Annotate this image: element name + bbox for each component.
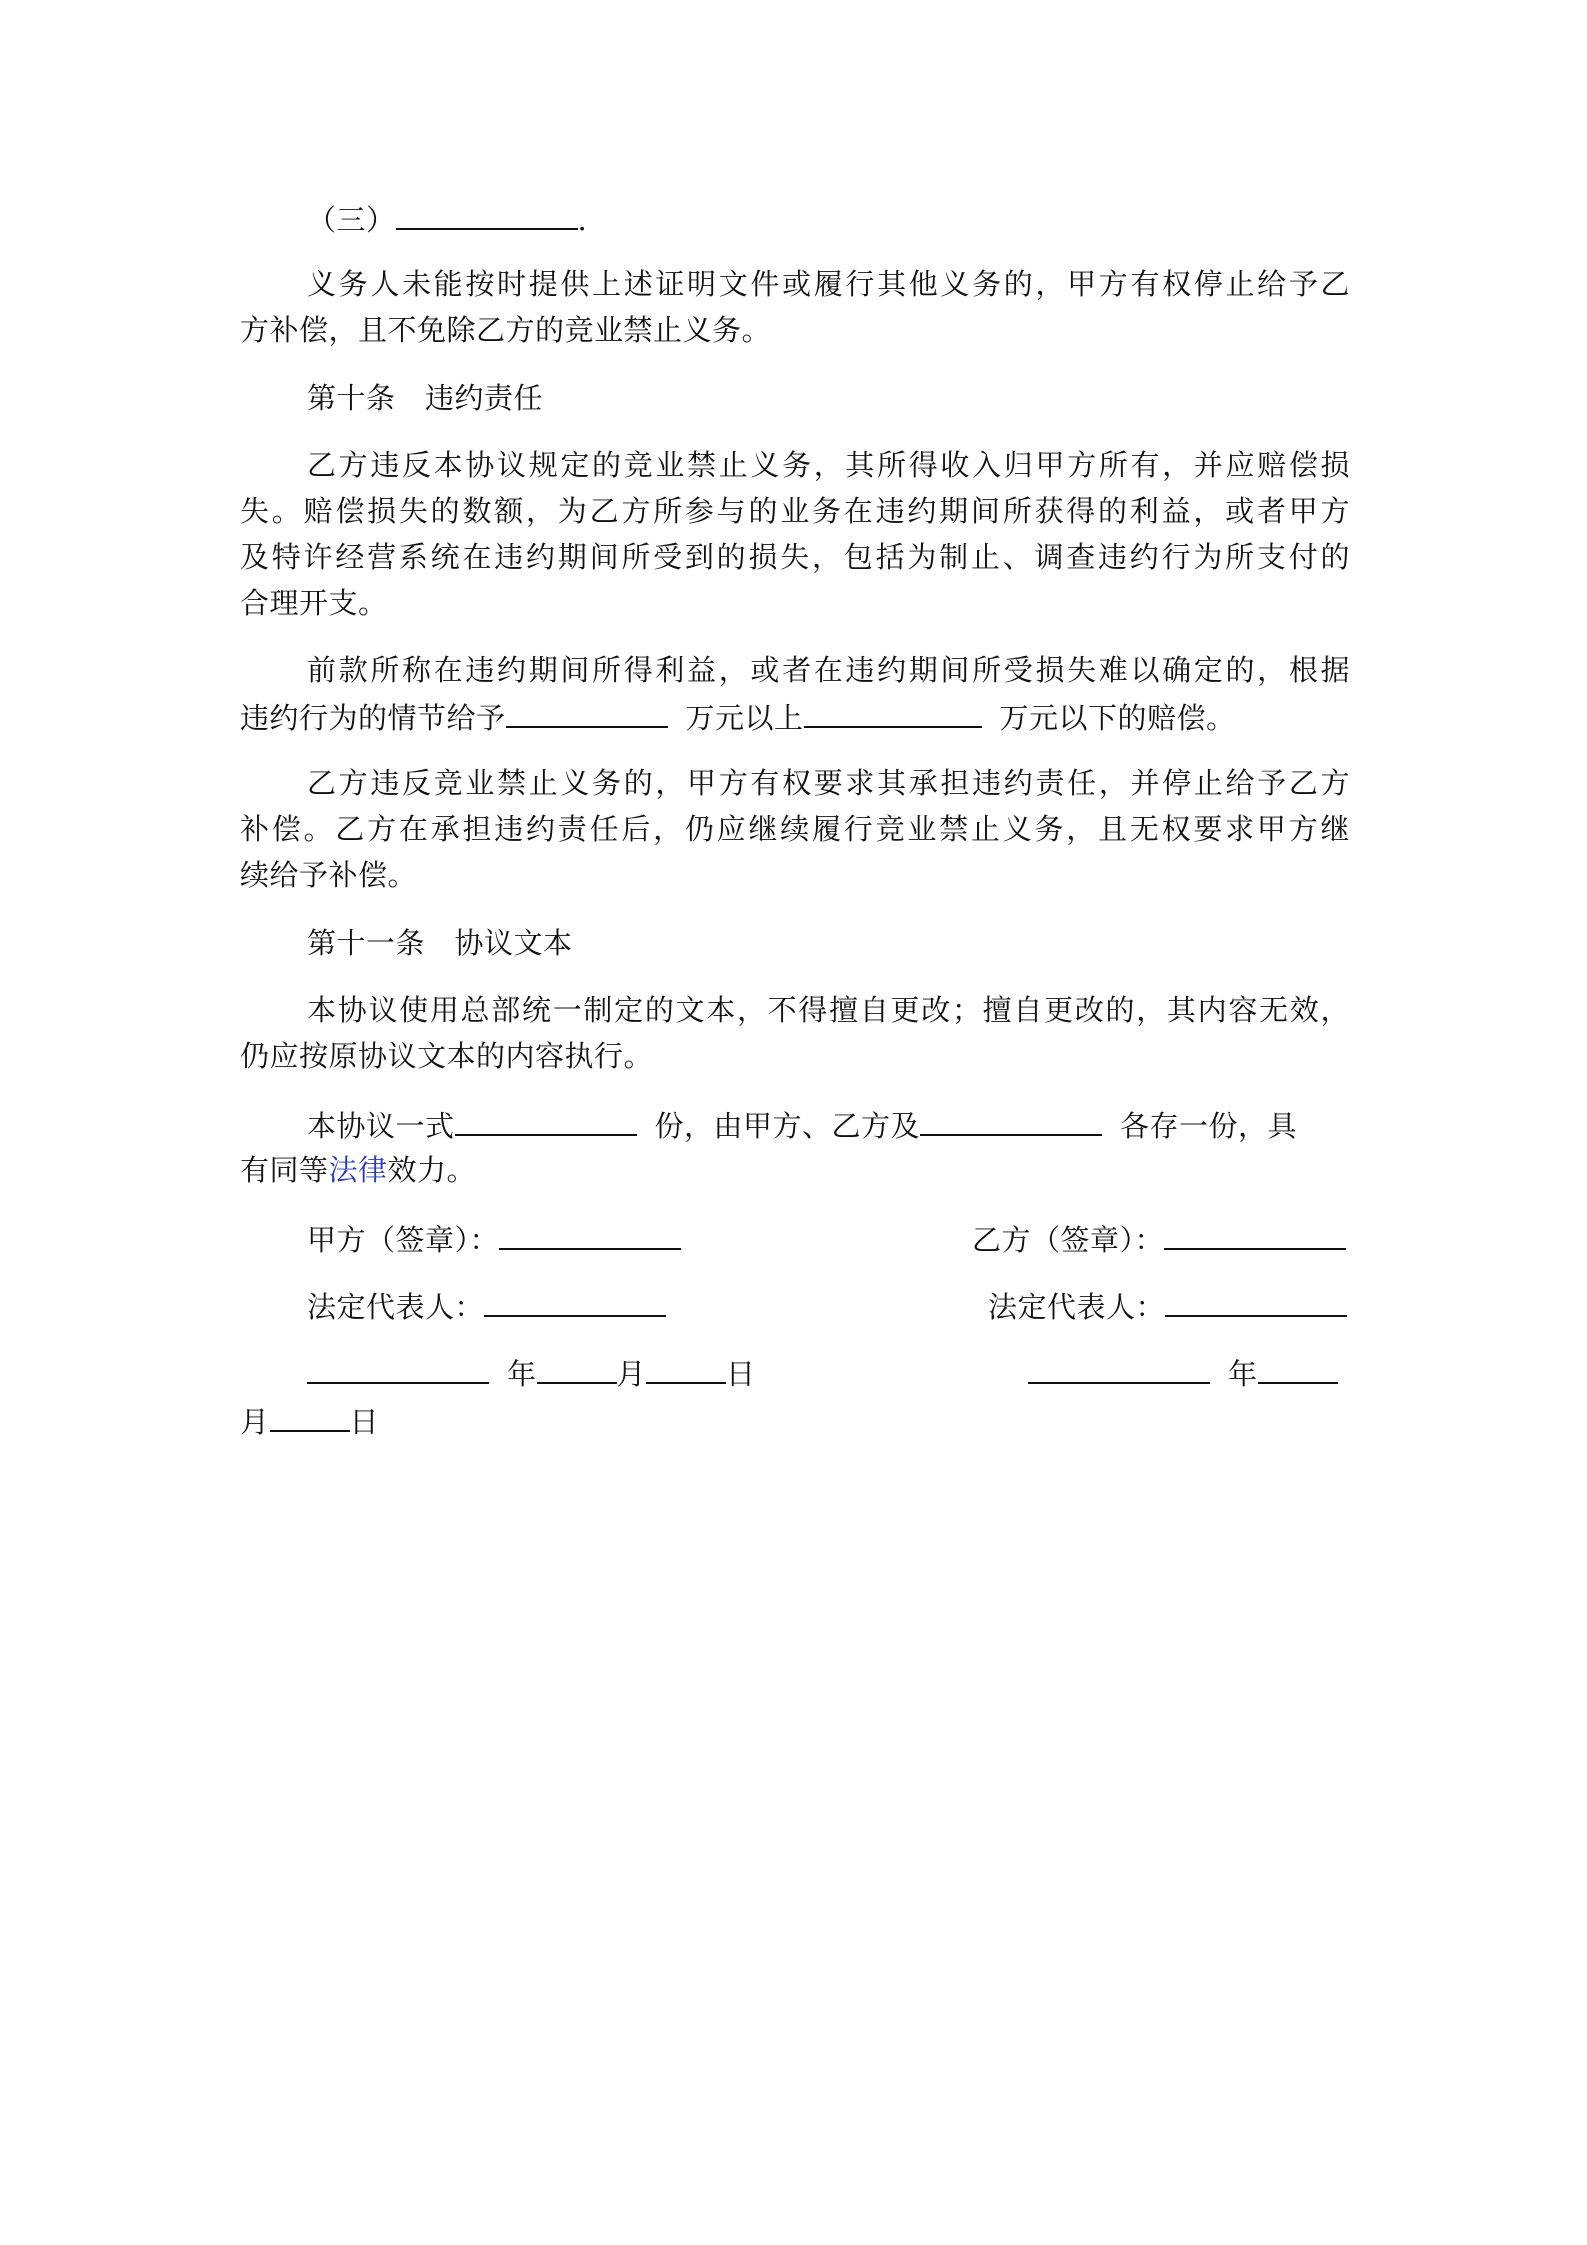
party-a-signature xyxy=(307,1218,807,1260)
date-a-day-label: 日 xyxy=(726,1357,756,1391)
date-b-year-blank[interactable] xyxy=(1028,1352,1210,1384)
para6-text-c: 各存一份，具 xyxy=(1120,1109,1298,1143)
date-b-continued xyxy=(240,1400,540,1442)
date-a-day-blank[interactable] xyxy=(646,1352,726,1384)
rep-b-signature xyxy=(988,1285,1358,1327)
amount-max-blank[interactable] xyxy=(804,696,982,728)
copies-blank[interactable] xyxy=(455,1104,637,1136)
item-3-blank[interactable] xyxy=(396,198,578,230)
para4-line3: 续给予补偿。 xyxy=(240,858,418,892)
para3-line2 xyxy=(240,696,1350,738)
date-b-day-label: 日 xyxy=(349,1405,380,1439)
party-b-signature xyxy=(972,1218,1352,1260)
para5-line1: 本协议使用总部统一制定的文本，不得擅自更改；擅自更改的，其内容无效， xyxy=(307,993,1350,1027)
para2-line2: 失。赔偿损失的数额，为乙方所参与的业务在违约期间所获得的利益，或者甲方 xyxy=(240,494,1350,528)
copies-holder-blank[interactable] xyxy=(920,1104,1102,1136)
para1-line1: 义务人未能按时提供上述证明文件或履行其他义务的，甲方有权停止给予乙 xyxy=(307,267,1350,301)
date-a-year-label: 年 xyxy=(507,1357,537,1391)
para2-line1: 乙方违反本协议规定的竞业禁止义务，其所得收入归甲方所有，并应赔偿损 xyxy=(307,448,1350,482)
rep-a-label: 法定代表人： xyxy=(307,1290,485,1324)
date-b-day-blank[interactable] xyxy=(270,1400,350,1432)
date-a-month-label: 月 xyxy=(616,1357,647,1391)
para3-text-a: 违约行为的情节给予 xyxy=(240,701,506,735)
para5-line2: 仍应按原协议文本的内容执行。 xyxy=(240,1039,654,1073)
para3-line1: 前款所称在违约期间所得利益，或者在违约期间所受损失难以确定的，根据 xyxy=(307,653,1350,687)
para6-text-d: 有同等 xyxy=(240,1153,329,1187)
rep-b-blank[interactable] xyxy=(1165,1285,1347,1317)
para1-line2: 方补偿，且不免除乙方的竞业禁止义务。 xyxy=(240,313,772,347)
rep-a-blank[interactable] xyxy=(484,1285,666,1317)
item-3-tail: . xyxy=(577,203,588,237)
para6-line2 xyxy=(240,1150,1350,1190)
article-11-title: 第十一条 协议文本 xyxy=(307,926,573,960)
article-10-title: 第十条 违约责任 xyxy=(307,381,544,415)
amount-min-blank[interactable] xyxy=(506,696,668,728)
para6-text-e: 效力。 xyxy=(387,1153,477,1187)
party-b-label: 乙方（签章）： xyxy=(972,1223,1165,1257)
para6-text-b: 份，由甲方、乙方及 xyxy=(654,1109,921,1143)
date-a-year-blank[interactable] xyxy=(307,1352,489,1384)
date-b xyxy=(1028,1352,1358,1394)
item-3-line xyxy=(307,198,1350,240)
rep-b-label: 法定代表人： xyxy=(988,1290,1166,1324)
para4-line2: 补偿。乙方在承担违约责任后，仍应继续履行竞业禁止义务，且无权要求甲方继 xyxy=(240,812,1350,846)
para6-line1 xyxy=(307,1104,1350,1146)
date-b-month-label: 月 xyxy=(240,1405,270,1439)
party-a-label: 甲方（签章）： xyxy=(307,1223,500,1257)
date-a-month-blank[interactable] xyxy=(537,1352,617,1384)
rep-a-signature xyxy=(307,1285,807,1327)
para6-text-a: 本协议一式 xyxy=(307,1109,455,1143)
date-b-month-blank[interactable] xyxy=(1258,1352,1338,1384)
para2-line4: 合理开支。 xyxy=(240,586,388,620)
para3-text-c: 万元以下的赔偿。 xyxy=(999,701,1236,735)
date-a xyxy=(307,1352,907,1394)
item-3-label: （三） xyxy=(307,203,396,237)
date-b-year-label: 年 xyxy=(1228,1357,1258,1391)
party-a-blank[interactable] xyxy=(499,1218,681,1250)
para4-line1: 乙方违反竞业禁止义务的，甲方有权要求其承担违约责任，并停止给予乙方 xyxy=(307,766,1350,800)
law-link[interactable]: 法律 xyxy=(328,1153,388,1187)
party-b-blank[interactable] xyxy=(1164,1218,1346,1250)
para2-line3: 及特许经营系统在违约期间所受到的损失，包括为制止、调查违约行为所支付的 xyxy=(240,540,1350,574)
para3-text-b: 万元以上 xyxy=(685,701,804,735)
